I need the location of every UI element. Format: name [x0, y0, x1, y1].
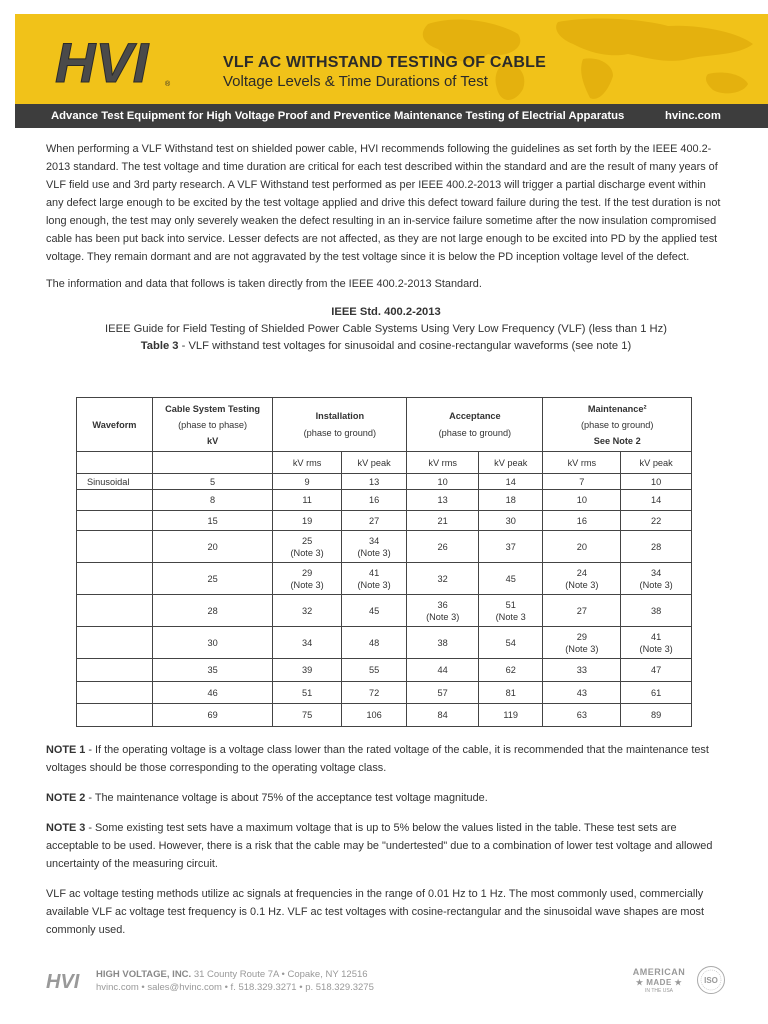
- closing-paragraph: VLF ac voltage testing methods utilize ac signals at frequencies in the range of 0.01 Hz to 1 Hz. The most commonly used, commercially available VLF ac voltage test frequency is 0.1 Hz. VLF ac test voltages with cosine-rectangular and the sinusoidal wave shapes are most commonly used.: [46, 888, 705, 936]
- cell-install-rms: 39: [273, 659, 342, 682]
- cell-install-peak: 72: [341, 682, 406, 704]
- cell-maint-rms: 43: [543, 682, 621, 704]
- table-header-row: [77, 398, 692, 452]
- cell-install-peak: 16: [341, 490, 406, 511]
- vlf-voltage-table: [76, 397, 692, 727]
- cell-install-peak: 106: [341, 704, 406, 727]
- table-subheader-row: [77, 452, 692, 474]
- cell-install-peak: 41 (Note 3): [341, 563, 406, 595]
- cell-kv: 25: [152, 563, 273, 595]
- cell-accept-rms: 84: [407, 704, 479, 727]
- cell-waveform: [77, 490, 153, 511]
- cell-accept-peak: 51 (Note 3: [479, 595, 543, 627]
- cell-waveform: [77, 704, 153, 727]
- cell-accept-peak: 62: [479, 659, 543, 682]
- table-row: [77, 627, 692, 659]
- cell-install-rms: 32: [273, 595, 342, 627]
- note-3-text: - Some existing test sets have a maximum voltage that is up to 5% below the values listed in the table. These test sets are acceptable to be used. However, there is a risk that the cable may be "undertested" due to a combination of lower test voltage and allowed uncertainty of the measuring circuit.: [46, 822, 713, 870]
- cell-install-peak: 34 (Note 3): [341, 531, 406, 563]
- subheader-install-rms: kV rms: [273, 452, 342, 474]
- cell-kv: 35: [152, 659, 273, 682]
- notes-section: [46, 741, 726, 951]
- note-3: [46, 819, 726, 873]
- cell-waveform: [77, 659, 153, 682]
- cell-maint-peak: 28: [621, 531, 692, 563]
- subheader-maint-peak: kV peak: [621, 452, 692, 474]
- cell-install-peak: 45: [341, 595, 406, 627]
- cell-accept-peak: 81: [479, 682, 543, 704]
- cell-accept-peak: 45: [479, 563, 543, 595]
- note-2-label: NOTE 2: [46, 792, 86, 804]
- cell-maint-peak: 41 (Note 3): [621, 627, 692, 659]
- cell-waveform: [77, 682, 153, 704]
- note-1-label: NOTE 1: [46, 744, 86, 756]
- cell-install-rms: 29 (Note 3): [273, 563, 342, 595]
- footer-company: HIGH VOLTAGE, INC.: [96, 969, 192, 980]
- intro-paragraph: When performing a VLF Withstand test on shielded power cable, HVI recommends following the guidelines as set forth by the IEEE 400.2-2013 standard. The test voltage and time duration are critical for each test described within the standard and are the result of many years of VLF field use and 3rd party research. A VLF Withstand test performed as per IEEE 400.2-2013 will trigger a partial discharge event within any defect large enough to be excited by the test voltage applied and drive this defect toward failure during the test. If the test duration is not long enough, the test may only severely weaken the defect resulting in an in-service failure sometime after the now insulation compromised cable has been put back into service. Lesser defects are not affected, as they are not large enough to be excited into PD by the applied test voltage. They remain dormant and are not aggravated by the test voltage since it is below the PD inception voltage level of the defect.: [46, 143, 721, 263]
- cell-kv: 5: [152, 474, 273, 490]
- cell-accept-peak: 30: [479, 511, 543, 531]
- cell-kv: 30: [152, 627, 273, 659]
- cell-maint-rms: 29 (Note 3): [543, 627, 621, 659]
- cell-kv: 15: [152, 511, 273, 531]
- cell-maint-rms: 10: [543, 490, 621, 511]
- cell-install-rms: 25 (Note 3): [273, 531, 342, 563]
- header-banner: [15, 14, 768, 104]
- cell-maint-rms: 24 (Note 3): [543, 563, 621, 595]
- cell-accept-rms: 10: [407, 474, 479, 490]
- cell-maint-peak: 38: [621, 595, 692, 627]
- cell-accept-rms: 26: [407, 531, 479, 563]
- cell-maint-peak: 22: [621, 511, 692, 531]
- table-caption: [46, 338, 726, 355]
- cell-accept-peak: 54: [479, 627, 543, 659]
- cell-maint-peak: 89: [621, 704, 692, 727]
- header-maintenance: Maintenance² (phase to ground) See Note 2: [543, 398, 692, 452]
- cell-accept-rms: 57: [407, 682, 479, 704]
- standard-subtitle: IEEE Guide for Field Testing of Shielded Power Cable Systems Using Very Low Frequency (VLF) (less than 1 Hz): [105, 323, 667, 335]
- cell-maint-rms: 33: [543, 659, 621, 682]
- note-1-text: - If the operating voltage is a voltage class lower than the rated voltage of the cable, it is recommended that the maintenance test voltages should be those corresponding to the operating voltage class.: [46, 744, 709, 774]
- cell-accept-rms: 32: [407, 563, 479, 595]
- cell-maint-peak: 34 (Note 3): [621, 563, 692, 595]
- subheader-empty: [77, 452, 153, 474]
- cell-install-peak: 55: [341, 659, 406, 682]
- main-content: [46, 140, 726, 355]
- svg-text:HVI: HVI: [46, 971, 80, 991]
- cell-accept-rms: 21: [407, 511, 479, 531]
- cell-kv: 69: [152, 704, 273, 727]
- table-row: [77, 659, 692, 682]
- header-installation: Installation (phase to ground): [273, 398, 407, 452]
- cell-accept-rms: 44: [407, 659, 479, 682]
- table-row: [77, 490, 692, 511]
- cell-accept-peak: 18: [479, 490, 543, 511]
- cell-install-peak: 13: [341, 474, 406, 490]
- cell-install-rms: 11: [273, 490, 342, 511]
- subheader-empty: [152, 452, 273, 474]
- table-caption-text: - VLF withstand test voltages for sinusoidal and cosine-rectangular waveforms (see note 1): [178, 340, 632, 352]
- cell-maint-peak: 47: [621, 659, 692, 682]
- table-label: Table 3: [140, 340, 179, 352]
- note-2-text: - The maintenance voltage is about 75% of the acceptance test voltage magnitude.: [85, 792, 488, 804]
- header-acceptance: Acceptance (phase to ground): [407, 398, 543, 452]
- source-note: The information and data that follows is taken directly from the IEEE 400.2-2013 Standard.: [46, 278, 482, 290]
- header-cable-system: Cable System Testing (phase to phase) kV: [152, 398, 273, 452]
- tagline: Advance Test Equipment for High Voltage Proof and Preventice Maintenance Testing of Electrial Apparatus: [51, 110, 625, 122]
- footer-address-line: [96, 969, 368, 980]
- cell-waveform: [77, 627, 153, 659]
- cell-kv: 28: [152, 595, 273, 627]
- page-footer: [46, 967, 746, 995]
- svg-text:ISO: ISO: [704, 976, 718, 985]
- cell-maint-rms: 7: [543, 474, 621, 490]
- footer-hvi-logo: [46, 969, 90, 991]
- cell-kv: 46: [152, 682, 273, 704]
- subheader-accept-peak: kV peak: [479, 452, 543, 474]
- table-row: [77, 682, 692, 704]
- cell-waveform: [77, 563, 153, 595]
- subheader-accept-rms: kV rms: [407, 452, 479, 474]
- cell-waveform: [77, 531, 153, 563]
- table-row: [77, 511, 692, 531]
- tagline-strip: [15, 104, 768, 128]
- cell-maint-rms: 27: [543, 595, 621, 627]
- footer-address: 31 County Route 7A • Copake, NY 12516: [191, 969, 368, 980]
- cell-install-peak: 27: [341, 511, 406, 531]
- iso-certification-badge: [696, 965, 726, 995]
- subheader-maint-rms: kV rms: [543, 452, 621, 474]
- cell-waveform: [77, 511, 153, 531]
- page-subtitle: Voltage Levels & Time Durations of Test: [223, 73, 488, 90]
- table-row: [77, 563, 692, 595]
- cell-install-rms: 51: [273, 682, 342, 704]
- cell-maint-peak: 61: [621, 682, 692, 704]
- cell-install-peak: 48: [341, 627, 406, 659]
- hvi-logo: [53, 30, 183, 102]
- note-2: [46, 789, 726, 807]
- note-1: [46, 741, 726, 777]
- cell-accept-rms: 38: [407, 627, 479, 659]
- table-row: [77, 704, 692, 727]
- cell-kv: 8: [152, 490, 273, 511]
- cell-accept-rms: 13: [407, 490, 479, 511]
- cell-accept-rms: 36 (Note 3): [407, 595, 479, 627]
- standard-heading: [46, 304, 726, 355]
- footer-contact: hvinc.com • sales@hvinc.com • f. 518.329.3271 • p. 518.329.3275: [96, 982, 374, 993]
- header-url-link[interactable]: hvinc.com: [665, 110, 721, 122]
- subheader-install-peak: kV peak: [341, 452, 406, 474]
- cell-install-rms: 19: [273, 511, 342, 531]
- cell-install-rms: 75: [273, 704, 342, 727]
- cell-waveform: [77, 595, 153, 627]
- note-3-label: NOTE 3: [46, 822, 86, 834]
- svg-text:HVI: HVI: [55, 31, 149, 94]
- cell-maint-rms: 63: [543, 704, 621, 727]
- cell-maint-rms: 16: [543, 511, 621, 531]
- cell-install-rms: 9: [273, 474, 342, 490]
- cell-install-rms: 34: [273, 627, 342, 659]
- cell-accept-peak: 14: [479, 474, 543, 490]
- cell-accept-peak: 37: [479, 531, 543, 563]
- american-made-badge: AMERICAN ★ MADE ★ IN THE USA: [632, 967, 686, 994]
- cell-accept-peak: 119: [479, 704, 543, 727]
- cell-waveform: Sinusoidal: [77, 474, 153, 490]
- header-waveform: Waveform: [77, 398, 153, 452]
- table-row: [77, 595, 692, 627]
- table-row: [77, 474, 692, 490]
- standard-title: IEEE Std. 400.2-2013: [331, 306, 441, 318]
- table-row: [77, 531, 692, 563]
- cell-maint-peak: 10: [621, 474, 692, 490]
- cell-maint-rms: 20: [543, 531, 621, 563]
- page-title: VLF AC WITHSTAND TESTING OF CABLE: [223, 54, 547, 71]
- svg-text:®: ®: [165, 81, 171, 88]
- cell-maint-peak: 14: [621, 490, 692, 511]
- cell-kv: 20: [152, 531, 273, 563]
